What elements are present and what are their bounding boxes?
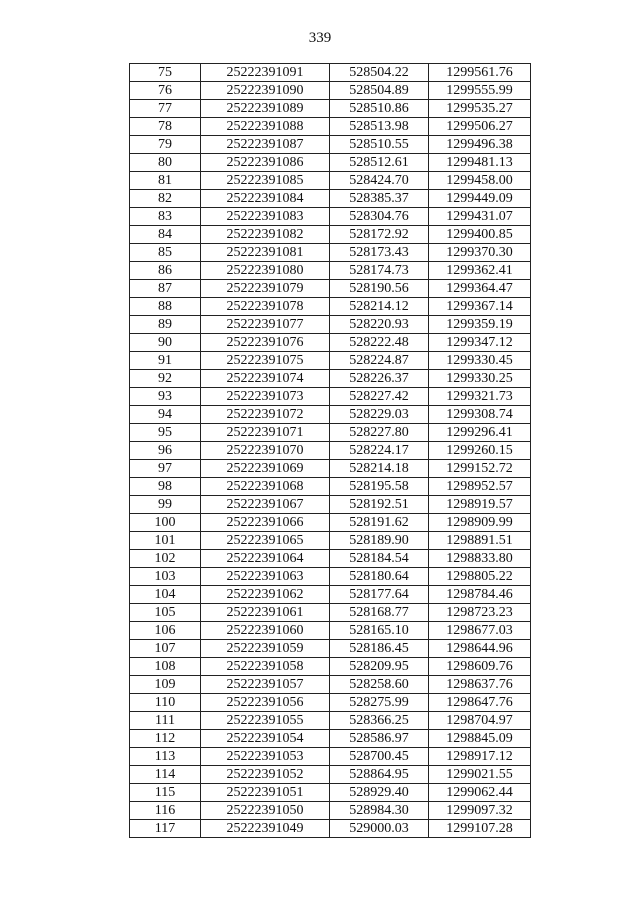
x-coordinate-cell: 528168.77 (330, 604, 429, 622)
row-number-cell: 75 (130, 64, 201, 82)
row-number-cell: 105 (130, 604, 201, 622)
table-row (130, 586, 531, 604)
table-row (130, 568, 531, 586)
y-coordinate-cell: 1299107.28 (429, 820, 531, 838)
x-coordinate-cell: 528258.60 (330, 676, 429, 694)
row-number-cell: 108 (130, 658, 201, 676)
row-number-cell: 82 (130, 190, 201, 208)
x-coordinate-cell: 528700.45 (330, 748, 429, 766)
cadastral-number-cell: 25222391080 (201, 262, 330, 280)
table-row (130, 496, 531, 514)
x-coordinate-cell: 528165.10 (330, 622, 429, 640)
cadastral-number-cell: 25222391069 (201, 460, 330, 478)
table-row (130, 190, 531, 208)
y-coordinate-cell: 1299535.27 (429, 100, 531, 118)
x-coordinate-cell: 528929.40 (330, 784, 429, 802)
x-coordinate-cell: 528180.64 (330, 568, 429, 586)
y-coordinate-cell: 1298784.46 (429, 586, 531, 604)
cadastral-number-cell: 25222391073 (201, 388, 330, 406)
row-number-cell: 112 (130, 730, 201, 748)
row-number-cell: 96 (130, 442, 201, 460)
cadastral-number-cell: 25222391064 (201, 550, 330, 568)
cadastral-number-cell: 25222391065 (201, 532, 330, 550)
page-number: 339 (308, 30, 332, 46)
x-coordinate-cell: 528192.51 (330, 496, 429, 514)
row-number-cell: 85 (130, 244, 201, 262)
table-row (130, 766, 531, 784)
x-coordinate-cell: 528424.70 (330, 172, 429, 190)
cadastral-number-cell: 25222391087 (201, 136, 330, 154)
table-row (130, 442, 531, 460)
table-row (130, 676, 531, 694)
table-row (130, 334, 531, 352)
cadastral-number-cell: 25222391072 (201, 406, 330, 424)
x-coordinate-cell: 528189.90 (330, 532, 429, 550)
cadastral-number-cell: 25222391070 (201, 442, 330, 460)
row-number-cell: 86 (130, 262, 201, 280)
cadastral-number-cell: 25222391066 (201, 514, 330, 532)
y-coordinate-cell: 1298644.96 (429, 640, 531, 658)
table-row (130, 748, 531, 766)
table-row (130, 730, 531, 748)
cadastral-number-cell: 25222391051 (201, 784, 330, 802)
x-coordinate-cell: 528222.48 (330, 334, 429, 352)
cadastral-number-cell: 25222391082 (201, 226, 330, 244)
row-number-cell: 80 (130, 154, 201, 172)
row-number-cell: 115 (130, 784, 201, 802)
y-coordinate-cell: 1299449.09 (429, 190, 531, 208)
y-coordinate-cell: 1299097.32 (429, 802, 531, 820)
y-coordinate-cell: 1299308.74 (429, 406, 531, 424)
cadastral-number-cell: 25222391067 (201, 496, 330, 514)
x-coordinate-cell: 528186.45 (330, 640, 429, 658)
y-coordinate-cell: 1299367.14 (429, 298, 531, 316)
y-coordinate-cell: 1298917.12 (429, 748, 531, 766)
table-row (130, 802, 531, 820)
y-coordinate-cell: 1298891.51 (429, 532, 531, 550)
x-coordinate-cell: 528220.93 (330, 316, 429, 334)
y-coordinate-cell: 1298845.09 (429, 730, 531, 748)
y-coordinate-cell: 1298919.57 (429, 496, 531, 514)
table-row (130, 460, 531, 478)
row-number-cell: 101 (130, 532, 201, 550)
y-coordinate-cell: 1299555.99 (429, 82, 531, 100)
x-coordinate-cell: 528510.86 (330, 100, 429, 118)
y-coordinate-cell: 1298677.03 (429, 622, 531, 640)
y-coordinate-cell: 1299347.12 (429, 334, 531, 352)
table-row (130, 244, 531, 262)
row-number-cell: 111 (130, 712, 201, 730)
row-number-cell: 79 (130, 136, 201, 154)
cadastral-number-cell: 25222391076 (201, 334, 330, 352)
cadastral-number-cell: 25222391049 (201, 820, 330, 838)
cadastral-number-cell: 25222391086 (201, 154, 330, 172)
cadastral-number-cell: 25222391054 (201, 730, 330, 748)
x-coordinate-cell: 528191.62 (330, 514, 429, 532)
x-coordinate-cell: 528504.22 (330, 64, 429, 82)
row-number-cell: 78 (130, 118, 201, 136)
table-row (130, 388, 531, 406)
row-number-cell: 110 (130, 694, 201, 712)
y-coordinate-cell: 1298952.57 (429, 478, 531, 496)
coordinates-table (129, 63, 531, 838)
x-coordinate-cell: 528224.17 (330, 442, 429, 460)
row-number-cell: 95 (130, 424, 201, 442)
row-number-cell: 100 (130, 514, 201, 532)
row-number-cell: 117 (130, 820, 201, 838)
x-coordinate-cell: 528173.43 (330, 244, 429, 262)
y-coordinate-cell: 1298647.76 (429, 694, 531, 712)
cadastral-number-cell: 25222391078 (201, 298, 330, 316)
y-coordinate-cell: 1298637.76 (429, 676, 531, 694)
y-coordinate-cell: 1299496.38 (429, 136, 531, 154)
y-coordinate-cell: 1298723.23 (429, 604, 531, 622)
cadastral-number-cell: 25222391055 (201, 712, 330, 730)
table-row (130, 820, 531, 838)
table-row (130, 604, 531, 622)
y-coordinate-cell: 1299260.15 (429, 442, 531, 460)
row-number-cell: 99 (130, 496, 201, 514)
y-coordinate-cell: 1299362.41 (429, 262, 531, 280)
table-row (130, 532, 531, 550)
y-coordinate-cell: 1299062.44 (429, 784, 531, 802)
x-coordinate-cell: 528513.98 (330, 118, 429, 136)
row-number-cell: 81 (130, 172, 201, 190)
row-number-cell: 76 (130, 82, 201, 100)
row-number-cell: 107 (130, 640, 201, 658)
x-coordinate-cell: 528229.03 (330, 406, 429, 424)
x-coordinate-cell: 528214.12 (330, 298, 429, 316)
cadastral-number-cell: 25222391091 (201, 64, 330, 82)
x-coordinate-cell: 528504.89 (330, 82, 429, 100)
table-row (130, 172, 531, 190)
y-coordinate-cell: 1299458.00 (429, 172, 531, 190)
y-coordinate-cell: 1299481.13 (429, 154, 531, 172)
x-coordinate-cell: 528226.37 (330, 370, 429, 388)
table-row (130, 640, 531, 658)
row-number-cell: 114 (130, 766, 201, 784)
cadastral-number-cell: 25222391085 (201, 172, 330, 190)
row-number-cell: 97 (130, 460, 201, 478)
table-row (130, 64, 531, 82)
x-coordinate-cell: 528227.80 (330, 424, 429, 442)
table-row (130, 478, 531, 496)
table-row (130, 352, 531, 370)
x-coordinate-cell: 528172.92 (330, 226, 429, 244)
row-number-cell: 87 (130, 280, 201, 298)
row-number-cell: 83 (130, 208, 201, 226)
row-number-cell: 98 (130, 478, 201, 496)
row-number-cell: 116 (130, 802, 201, 820)
y-coordinate-cell: 1299330.25 (429, 370, 531, 388)
table-row (130, 550, 531, 568)
cadastral-number-cell: 25222391089 (201, 100, 330, 118)
x-coordinate-cell: 528586.97 (330, 730, 429, 748)
row-number-cell: 106 (130, 622, 201, 640)
row-number-cell: 103 (130, 568, 201, 586)
table-row (130, 658, 531, 676)
x-coordinate-cell: 528177.64 (330, 586, 429, 604)
x-coordinate-cell: 528864.95 (330, 766, 429, 784)
row-number-cell: 88 (130, 298, 201, 316)
y-coordinate-cell: 1299321.73 (429, 388, 531, 406)
y-coordinate-cell: 1299506.27 (429, 118, 531, 136)
y-coordinate-cell: 1299561.76 (429, 64, 531, 82)
y-coordinate-cell: 1299364.47 (429, 280, 531, 298)
cadastral-number-cell: 25222391068 (201, 478, 330, 496)
x-coordinate-cell: 528174.73 (330, 262, 429, 280)
row-number-cell: 104 (130, 586, 201, 604)
cadastral-number-cell: 25222391058 (201, 658, 330, 676)
cadastral-number-cell: 25222391090 (201, 82, 330, 100)
table-row (130, 226, 531, 244)
table-row (130, 694, 531, 712)
y-coordinate-cell: 1298833.80 (429, 550, 531, 568)
row-number-cell: 94 (130, 406, 201, 424)
x-coordinate-cell: 528195.58 (330, 478, 429, 496)
table-row (130, 280, 531, 298)
table-row (130, 118, 531, 136)
cadastral-number-cell: 25222391059 (201, 640, 330, 658)
table-row (130, 154, 531, 172)
cadastral-number-cell: 25222391088 (201, 118, 330, 136)
x-coordinate-cell: 528984.30 (330, 802, 429, 820)
y-coordinate-cell: 1298609.76 (429, 658, 531, 676)
table-row (130, 514, 531, 532)
row-number-cell: 92 (130, 370, 201, 388)
x-coordinate-cell: 528304.76 (330, 208, 429, 226)
row-number-cell: 91 (130, 352, 201, 370)
cadastral-number-cell: 25222391050 (201, 802, 330, 820)
y-coordinate-cell: 1299296.41 (429, 424, 531, 442)
table-row (130, 370, 531, 388)
table-row (130, 712, 531, 730)
cadastral-number-cell: 25222391077 (201, 316, 330, 334)
row-number-cell: 102 (130, 550, 201, 568)
y-coordinate-cell: 1299400.85 (429, 226, 531, 244)
row-number-cell: 77 (130, 100, 201, 118)
cadastral-number-cell: 25222391074 (201, 370, 330, 388)
x-coordinate-cell: 528214.18 (330, 460, 429, 478)
cadastral-number-cell: 25222391053 (201, 748, 330, 766)
y-coordinate-cell: 1299152.72 (429, 460, 531, 478)
cadastral-number-cell: 25222391060 (201, 622, 330, 640)
x-coordinate-cell: 528385.37 (330, 190, 429, 208)
cadastral-number-cell: 25222391083 (201, 208, 330, 226)
x-coordinate-cell: 528512.61 (330, 154, 429, 172)
row-number-cell: 84 (130, 226, 201, 244)
y-coordinate-cell: 1298704.97 (429, 712, 531, 730)
y-coordinate-cell: 1299370.30 (429, 244, 531, 262)
x-coordinate-cell: 528224.87 (330, 352, 429, 370)
y-coordinate-cell: 1298805.22 (429, 568, 531, 586)
row-number-cell: 113 (130, 748, 201, 766)
table-row (130, 208, 531, 226)
cadastral-number-cell: 25222391081 (201, 244, 330, 262)
table-row (130, 136, 531, 154)
x-coordinate-cell: 528184.54 (330, 550, 429, 568)
cadastral-number-cell: 25222391052 (201, 766, 330, 784)
row-number-cell: 89 (130, 316, 201, 334)
cadastral-number-cell: 25222391056 (201, 694, 330, 712)
y-coordinate-cell: 1298909.99 (429, 514, 531, 532)
table-row (130, 100, 531, 118)
cadastral-number-cell: 25222391057 (201, 676, 330, 694)
cadastral-number-cell: 25222391063 (201, 568, 330, 586)
y-coordinate-cell: 1299431.07 (429, 208, 531, 226)
table-row (130, 406, 531, 424)
x-coordinate-cell: 528510.55 (330, 136, 429, 154)
table-row (130, 622, 531, 640)
table-row (130, 424, 531, 442)
x-coordinate-cell: 529000.03 (330, 820, 429, 838)
table-row (130, 784, 531, 802)
row-number-cell: 93 (130, 388, 201, 406)
table-row (130, 82, 531, 100)
row-number-cell: 90 (130, 334, 201, 352)
cadastral-number-cell: 25222391061 (201, 604, 330, 622)
table-row (130, 262, 531, 280)
coordinates-table-body (130, 64, 531, 838)
cadastral-number-cell: 25222391084 (201, 190, 330, 208)
y-coordinate-cell: 1299021.55 (429, 766, 531, 784)
cadastral-number-cell: 25222391079 (201, 280, 330, 298)
y-coordinate-cell: 1299359.19 (429, 316, 531, 334)
x-coordinate-cell: 528366.25 (330, 712, 429, 730)
table-row (130, 316, 531, 334)
y-coordinate-cell: 1299330.45 (429, 352, 531, 370)
x-coordinate-cell: 528190.56 (330, 280, 429, 298)
cadastral-number-cell: 25222391071 (201, 424, 330, 442)
x-coordinate-cell: 528209.95 (330, 658, 429, 676)
cadastral-number-cell: 25222391075 (201, 352, 330, 370)
cadastral-number-cell: 25222391062 (201, 586, 330, 604)
x-coordinate-cell: 528227.42 (330, 388, 429, 406)
table-row (130, 298, 531, 316)
row-number-cell: 109 (130, 676, 201, 694)
x-coordinate-cell: 528275.99 (330, 694, 429, 712)
